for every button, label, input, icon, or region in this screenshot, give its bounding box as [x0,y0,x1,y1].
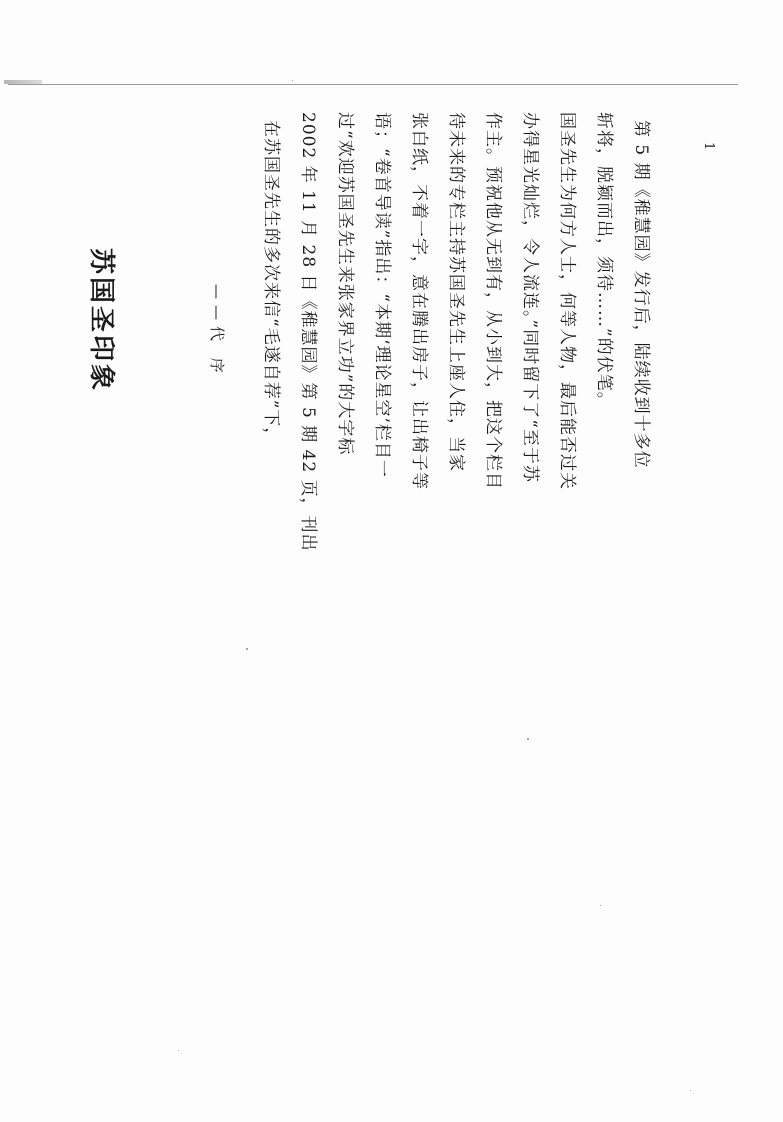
article-title: 苏国圣印象 [86,248,116,394]
page-number: 1 [701,142,716,151]
body-line-7: 作主。预祝他从无到有，从小到大，把这个栏目 [483,112,503,490]
scan-speck [292,80,293,81]
body-line-8: 办得星光灿烂，令人流连。”同时留下了“至于苏 [520,112,540,483]
header-rule [8,84,738,85]
body-line-11: 第 5 期《稚慧园》发行后，陆续收到十多位 [631,120,651,469]
body-line-6: 待未来的专栏主持苏国圣先生上座人住，当家 [446,112,466,472]
scan-speck [527,738,529,740]
scan-speck [178,1050,179,1051]
scan-speck [246,648,248,650]
body-line-9: 国圣先生为何方人士，何等人物，最后能否过关 [557,112,577,490]
body-line-10: 斩将，脱颖而出，须待……”的伏笔。 [594,112,614,410]
body-line-3: 过“欢迎苏国圣先生来张家界立功”的大字标 [335,112,355,456]
body-line-2: 2002 年 11 月 28 日《稚慧园》第 5 期 42 页，刊出 [298,112,318,552]
body-line-5: 张白纸，不着一字，意在腾出房子，让出椅子等 [409,112,429,490]
body-line-4: 语；“卷首导读”指出：“本期‘理论星空’栏目一 [372,112,392,478]
article-subtitle: ——代 序 [208,284,226,379]
body-line-1: 在苏国圣先生的多次来信“毛遂自荐”下， [261,120,281,446]
scan-speck [690,1090,691,1091]
scan-speck [600,905,601,906]
